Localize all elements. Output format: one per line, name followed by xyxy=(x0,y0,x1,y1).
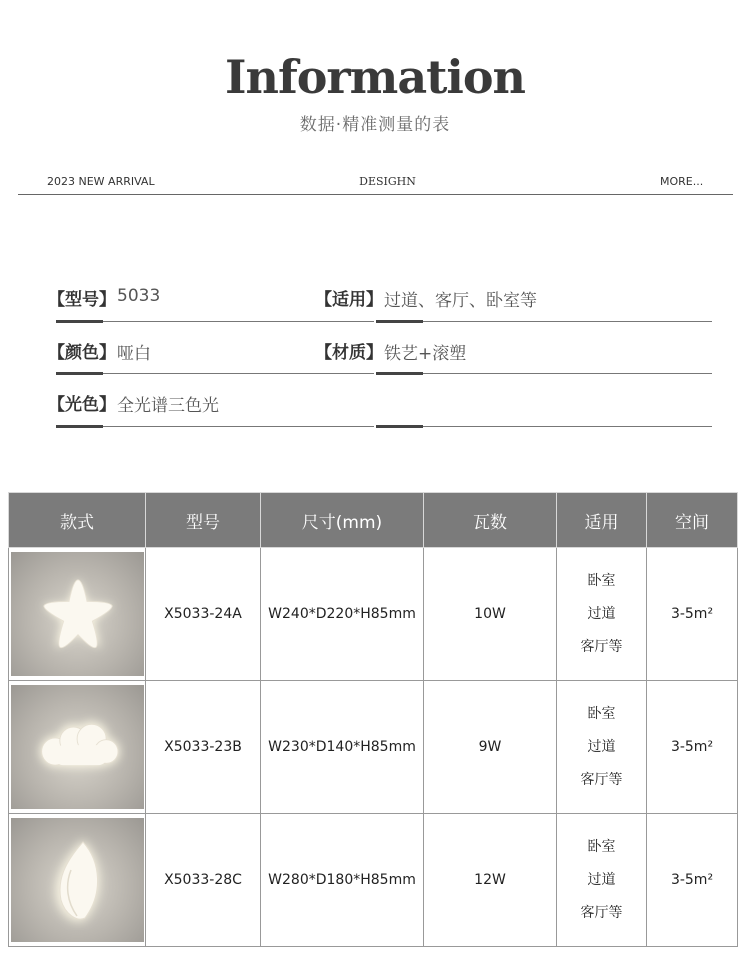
usage-item: 卧室 xyxy=(587,705,616,722)
spec-accent xyxy=(376,425,423,428)
product-image-cell xyxy=(9,814,146,947)
spec-accent xyxy=(56,320,103,323)
table-row xyxy=(9,814,738,947)
usage-item: 卧室 xyxy=(587,838,616,855)
table-row xyxy=(9,681,738,814)
product-space: 3-5m² xyxy=(647,814,738,947)
product-usage xyxy=(557,681,647,814)
product-size: W230*D140*H85mm xyxy=(261,681,424,814)
spec-light-label: 【光色】 xyxy=(48,395,116,415)
spec-accent xyxy=(376,372,423,375)
usage-item: 卧室 xyxy=(587,572,616,589)
product-model: X5033-28C xyxy=(146,814,261,947)
spec-color-value: 哑白 xyxy=(117,344,151,364)
product-image-cell xyxy=(9,548,146,681)
banner-divider xyxy=(18,194,733,195)
product-image-cell xyxy=(9,681,146,814)
header-watt: 瓦数 xyxy=(424,493,557,548)
usage-item: 过道 xyxy=(587,605,616,622)
product-usage xyxy=(557,548,647,681)
leaf-lamp-icon xyxy=(43,830,113,930)
usage-item: 过道 xyxy=(587,871,616,888)
table-header-row xyxy=(9,493,738,548)
banner-design: DESIGHN xyxy=(359,175,416,188)
product-watt: 12W xyxy=(424,814,557,947)
spec-color-label: 【颜色】 xyxy=(48,343,116,363)
cloud-lamp-icon xyxy=(28,707,128,787)
header-size: 尺寸(mm) xyxy=(261,493,424,548)
star-lamp-image xyxy=(11,552,144,676)
spec-divider xyxy=(376,426,712,427)
spec-model-value: 5033 xyxy=(117,286,161,306)
spec-material-label: 【材质】 xyxy=(315,343,383,363)
banner-new-arrival: 2023 NEW ARRIVAL xyxy=(47,175,155,188)
spec-usage-value: 过道、客厅、卧室等 xyxy=(384,291,537,311)
spec-accent xyxy=(56,372,103,375)
spec-divider xyxy=(56,321,374,322)
product-space: 3-5m² xyxy=(647,548,738,681)
spec-accent xyxy=(376,320,423,323)
product-size: W280*D180*H85mm xyxy=(261,814,424,947)
product-model: X5033-23B xyxy=(146,681,261,814)
product-watt: 9W xyxy=(424,681,557,814)
spec-divider xyxy=(56,426,374,427)
product-model: X5033-24A xyxy=(146,548,261,681)
header-model: 型号 xyxy=(146,493,261,548)
product-watt: 10W xyxy=(424,548,557,681)
usage-item: 客厅等 xyxy=(580,904,623,921)
cloud-lamp-image xyxy=(11,685,144,809)
usage-item: 客厅等 xyxy=(580,638,623,655)
spec-light-value: 全光谱三色光 xyxy=(117,396,219,416)
product-table xyxy=(8,492,738,947)
page-title: Information xyxy=(225,50,525,104)
spec-divider xyxy=(56,373,374,374)
product-usage xyxy=(557,814,647,947)
page-subtitle: 数据·精准测量的表 xyxy=(299,115,451,135)
header-space: 空间 xyxy=(647,493,738,548)
usage-item: 客厅等 xyxy=(580,771,623,788)
spec-divider xyxy=(376,321,712,322)
spec-material-value: 铁艺+滚塑 xyxy=(384,344,467,364)
spec-accent xyxy=(56,425,103,428)
spec-model-label: 【型号】 xyxy=(48,290,116,310)
spec-usage-label: 【适用】 xyxy=(315,290,383,310)
header-usage: 适用 xyxy=(557,493,647,548)
leaf-lamp-image xyxy=(11,818,144,942)
header-style: 款式 xyxy=(9,493,146,548)
more-link[interactable]: MORE... xyxy=(660,175,704,188)
table-row xyxy=(9,548,738,681)
spec-divider xyxy=(376,373,712,374)
star-lamp-icon xyxy=(33,569,123,659)
product-space: 3-5m² xyxy=(647,681,738,814)
product-size: W240*D220*H85mm xyxy=(261,548,424,681)
usage-item: 过道 xyxy=(587,738,616,755)
